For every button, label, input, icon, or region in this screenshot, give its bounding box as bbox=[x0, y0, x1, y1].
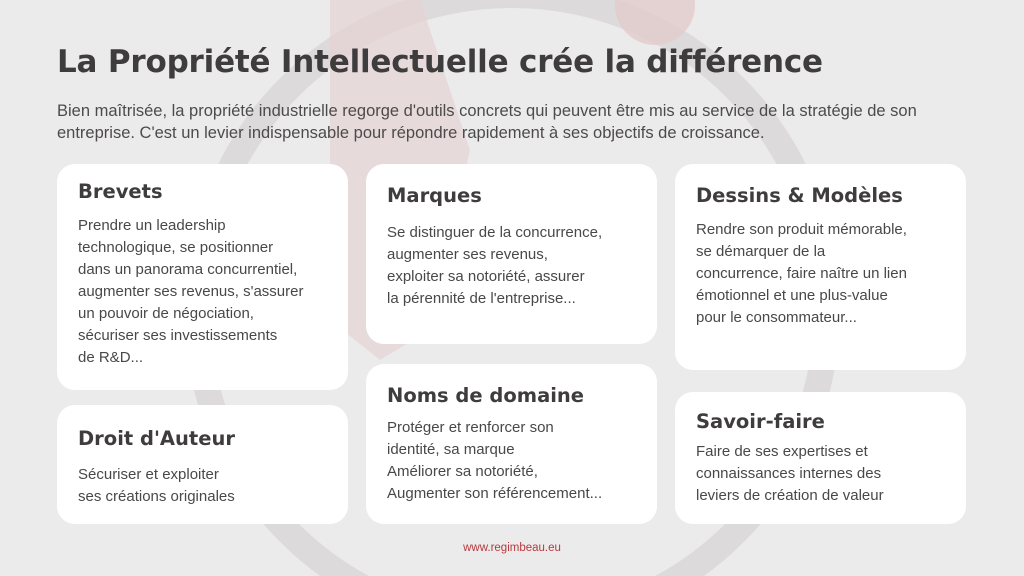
card-noms-de-domaine bbox=[366, 364, 657, 524]
card-droit-auteur bbox=[57, 405, 348, 524]
card-title: Dessins & Modèles bbox=[696, 184, 903, 207]
website-url: www.regimbeau.eu bbox=[463, 542, 561, 554]
intro-text: Bien maîtrisée, la propriété industrielle regorge d'outils concrets qui peuvent être mis au service de la stratégie de son entreprise. C'est un levier indispensable pour répondre rapidement à ses objectifs de croissance. bbox=[57, 102, 917, 142]
card-title: Noms de domaine bbox=[387, 384, 585, 407]
card-text: Se distinguer de la concurrence, augmenter ses revenus, exploiter sa notoriété, assurer la pérennité de l'entreprise... bbox=[387, 224, 603, 307]
card-text: Rendre son produit mémorable, se démarquer de la concurrence, faire naître un lien émotionnel et une plus-value pour le consommateur... bbox=[696, 221, 907, 326]
card-title: Savoir-faire bbox=[696, 410, 825, 433]
card-title: Droit d'Auteur bbox=[78, 427, 235, 450]
card-brevets bbox=[57, 164, 348, 390]
card-text: Sécuriser et exploiter ses créations originales bbox=[78, 466, 235, 505]
card-text: Prendre un leadership technologique, se positionner dans un panorama concurrentiel, augmenter ses revenus, s'assurer un pouvoir de négociation, sécuriser ses investissements de R&D... bbox=[78, 217, 304, 366]
card-text: Faire de ses expertises et connaissances internes des leviers de création de valeur bbox=[696, 443, 884, 504]
page-title: La Propriété Intellectuelle crée la différence bbox=[57, 44, 823, 80]
card-savoir-faire bbox=[675, 392, 966, 524]
card-text: Protéger et renforcer son identité, sa marque Améliorer sa notoriété, Augmenter son référencement... bbox=[387, 419, 603, 502]
card-title: Brevets bbox=[78, 180, 163, 203]
card-title: Marques bbox=[387, 184, 482, 207]
card-dessins-modeles bbox=[675, 164, 966, 370]
card-marques bbox=[366, 164, 657, 344]
